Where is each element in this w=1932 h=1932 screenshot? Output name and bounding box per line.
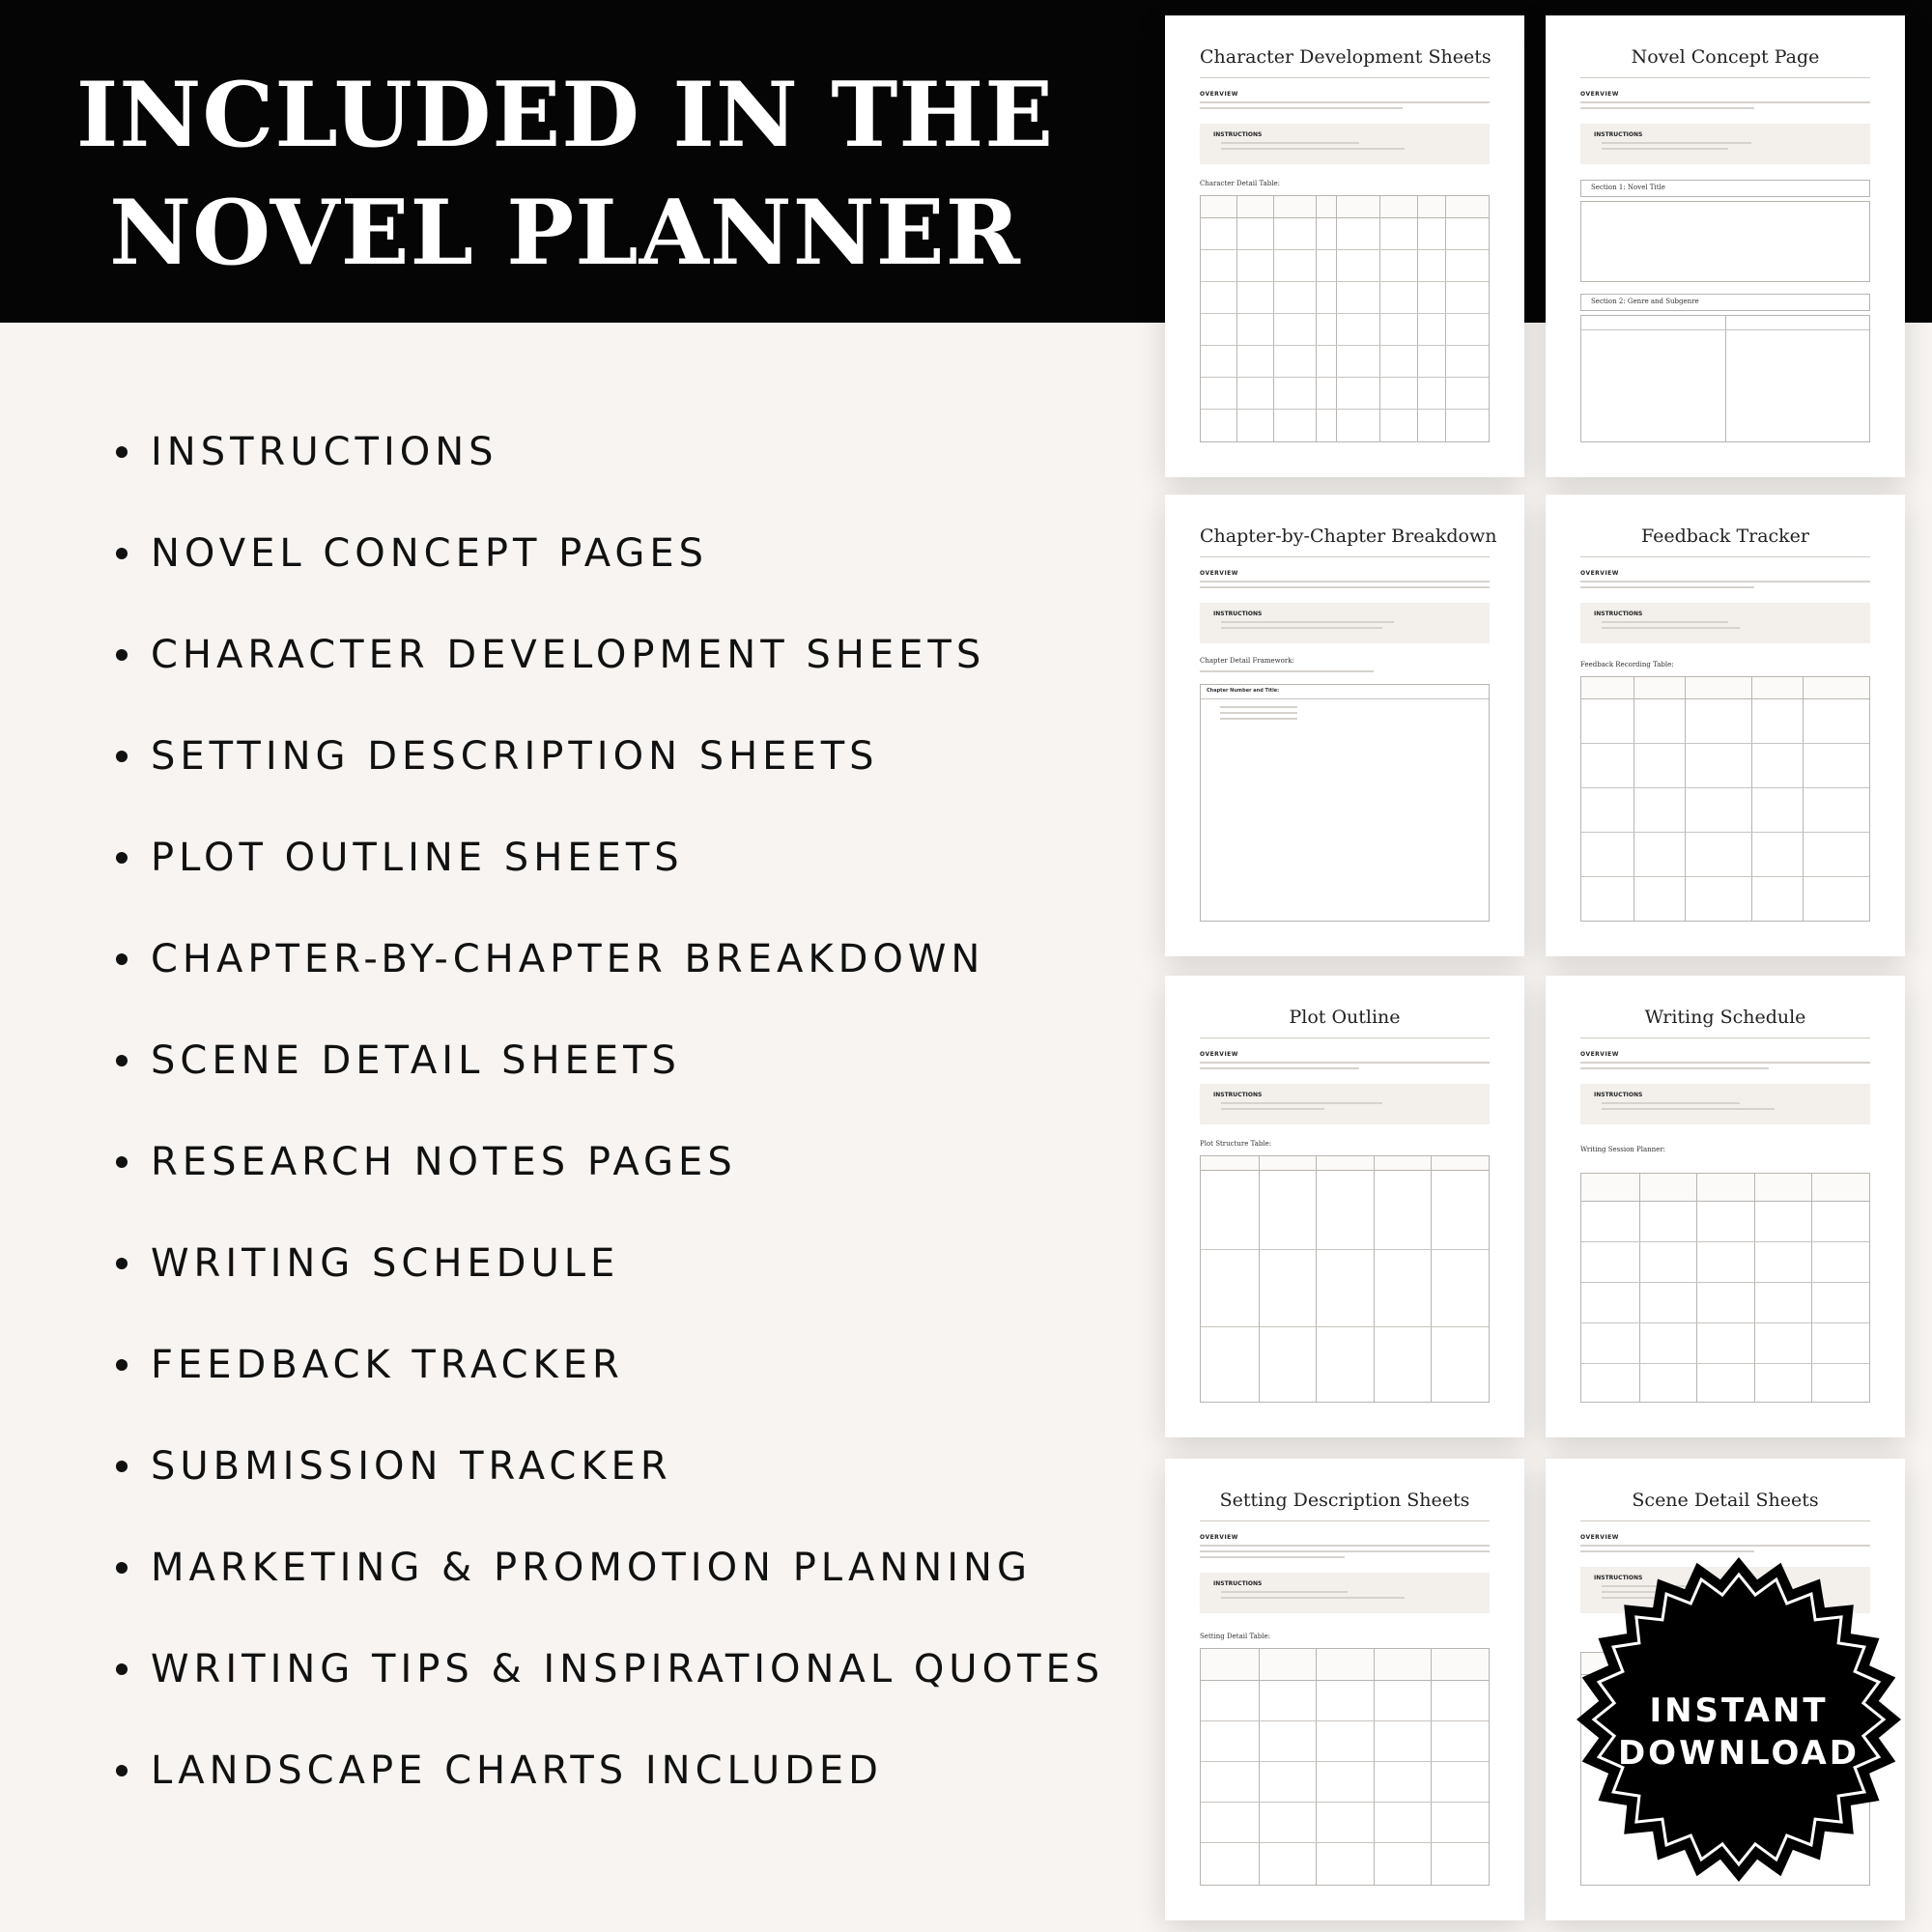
- feature-item: RESEARCH NOTES PAGES: [116, 1111, 1104, 1212]
- feature-item: FEEDBACK TRACKER: [116, 1314, 1104, 1415]
- preview-page-character: Character Development Sheets OVERVIEW INSTRUCTIONS Character Detail Table:: [1165, 15, 1524, 477]
- bullet-icon: [116, 1562, 128, 1574]
- bullet-icon: [116, 1359, 128, 1371]
- bullet-icon: [116, 1156, 128, 1168]
- feature-item: CHARACTER DEVELOPMENT SHEETS: [116, 604, 1104, 705]
- bullet-icon: [116, 852, 128, 864]
- bullet-icon: [116, 649, 128, 661]
- table-grid: [1580, 676, 1870, 922]
- title-line-1: INCLUDED IN THE: [75, 62, 1055, 167]
- table-grid: [1200, 195, 1490, 442]
- preview-page-setting: Setting Description Sheets OVERVIEW INSTRUCTIONS Setting Detail Table:: [1165, 1459, 1524, 1920]
- preview-page-concept: Novel Concept Page OVERVIEW INSTRUCTIONS Section 1: Novel Title Section 2: Genre and Subgenre: [1546, 15, 1905, 477]
- preview-page-scene: Scene Detail Sheets OVERVIEW INSTRUCTIONS: [1546, 1459, 1905, 1920]
- bullet-icon: [116, 1258, 128, 1269]
- feature-item: SCENE DETAIL SHEETS: [116, 1009, 1104, 1111]
- preview-page-chapter: Chapter-by-Chapter Breakdown OVERVIEW INSTRUCTIONS Chapter Detail Framework: Chapter Number and Title:: [1165, 495, 1524, 956]
- bullet-icon: [116, 953, 128, 965]
- preview-page-plot: Plot Outline OVERVIEW INSTRUCTIONS Plot Structure Table:: [1165, 976, 1524, 1437]
- instant-download-badge: [1575, 1555, 1903, 1884]
- feature-item: LANDSCAPE CHARTS INCLUDED: [116, 1719, 1104, 1821]
- preview-page-schedule: Writing Schedule OVERVIEW INSTRUCTIONS Writing Session Planner:: [1546, 976, 1905, 1437]
- badge-line-1: INSTANT: [1649, 1691, 1829, 1730]
- page-title: [0, 56, 1130, 292]
- preview-page-feedback: Feedback Tracker OVERVIEW INSTRUCTIONS Feedback Recording Table:: [1546, 495, 1905, 956]
- feature-item: PLOT OUTLINE SHEETS: [116, 807, 1104, 908]
- feature-list: [116, 401, 1104, 1821]
- bullet-icon: [116, 751, 128, 762]
- feature-item: NOVEL CONCEPT PAGES: [116, 502, 1104, 604]
- feature-item: MARKETING & PROMOTION PLANNING: [116, 1517, 1104, 1618]
- feature-item: WRITING TIPS & INSPIRATIONAL QUOTES: [116, 1618, 1104, 1719]
- title-line-2: NOVEL PLANNER: [109, 180, 1021, 285]
- bullet-icon: [116, 1765, 128, 1776]
- bullet-icon: [116, 1055, 128, 1066]
- feature-item: SETTING DESCRIPTION SHEETS: [116, 705, 1104, 807]
- feature-item: SUBMISSION TRACKER: [116, 1415, 1104, 1517]
- feature-item: WRITING SCHEDULE: [116, 1212, 1104, 1314]
- bullet-icon: [116, 1663, 128, 1675]
- table-grid: [1200, 1648, 1490, 1886]
- badge-line-2: DOWNLOAD: [1617, 1734, 1861, 1773]
- feature-item: INSTRUCTIONS: [116, 401, 1104, 502]
- table-grid: [1200, 1155, 1490, 1403]
- section-label: Character Detail Table:: [1200, 180, 1280, 187]
- feature-item: CHAPTER-BY-CHAPTER BREAKDOWN: [116, 908, 1104, 1009]
- bullet-icon: [116, 1461, 128, 1472]
- bullet-icon: [116, 548, 128, 559]
- table-grid: [1580, 1173, 1870, 1403]
- bullet-icon: [116, 446, 128, 458]
